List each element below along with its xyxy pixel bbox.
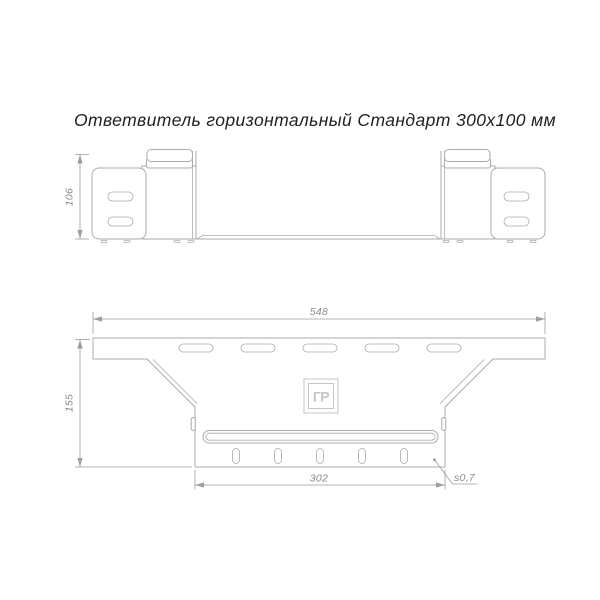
front-right-upright [441, 166, 495, 239]
front-bottom-strip-top-edge [197, 236, 440, 240]
foot-mark [101, 241, 107, 243]
dimension-value-155: 155 [63, 393, 76, 413]
foot-mark [457, 241, 463, 243]
dimension-arrow-down [77, 230, 82, 239]
foot-mark [124, 241, 130, 243]
front-left-top-tab-upper [147, 150, 193, 162]
foot-mark [174, 241, 180, 243]
front-foot-marks [101, 241, 536, 243]
plan-left-clip [191, 418, 195, 431]
dimension-arrow-left [195, 482, 204, 487]
dimension-arrow-right [436, 482, 445, 487]
foot-mark [443, 241, 449, 243]
dimension-value-548: 548 [309, 306, 329, 318]
dimension-arrow-down [77, 458, 82, 467]
foot-mark [188, 241, 194, 243]
thickness-value: s0,7 [454, 472, 476, 484]
front-right-top-tab-upper [445, 150, 491, 162]
brand-logo-letters: ГР [312, 388, 330, 405]
plan-right-clip [442, 418, 446, 431]
foot-mark [530, 241, 536, 243]
dimension-arrow-left [93, 316, 102, 321]
foot-mark [507, 241, 513, 243]
plan-view [64, 306, 546, 490]
plan-stiffener-bar-outer [203, 431, 438, 444]
dimension-arrow-up [77, 340, 82, 349]
dimension-value-106: 106 [63, 187, 76, 207]
front-view [64, 150, 546, 243]
front-height-dimension [64, 155, 90, 240]
front-right-flange-plate [491, 168, 545, 239]
front-left-upright [142, 166, 196, 239]
front-left-flange-plate [92, 168, 146, 239]
dimension-value-302: 302 [309, 472, 329, 485]
drawing-title: Ответвитель горизонтальный Стандарт 300х100 мм [74, 110, 556, 130]
plan-width-dimension [93, 306, 545, 334]
plan-bottom-dimension [195, 470, 445, 490]
dimension-arrow-right [536, 316, 545, 321]
dimension-arrow-up [77, 155, 82, 164]
